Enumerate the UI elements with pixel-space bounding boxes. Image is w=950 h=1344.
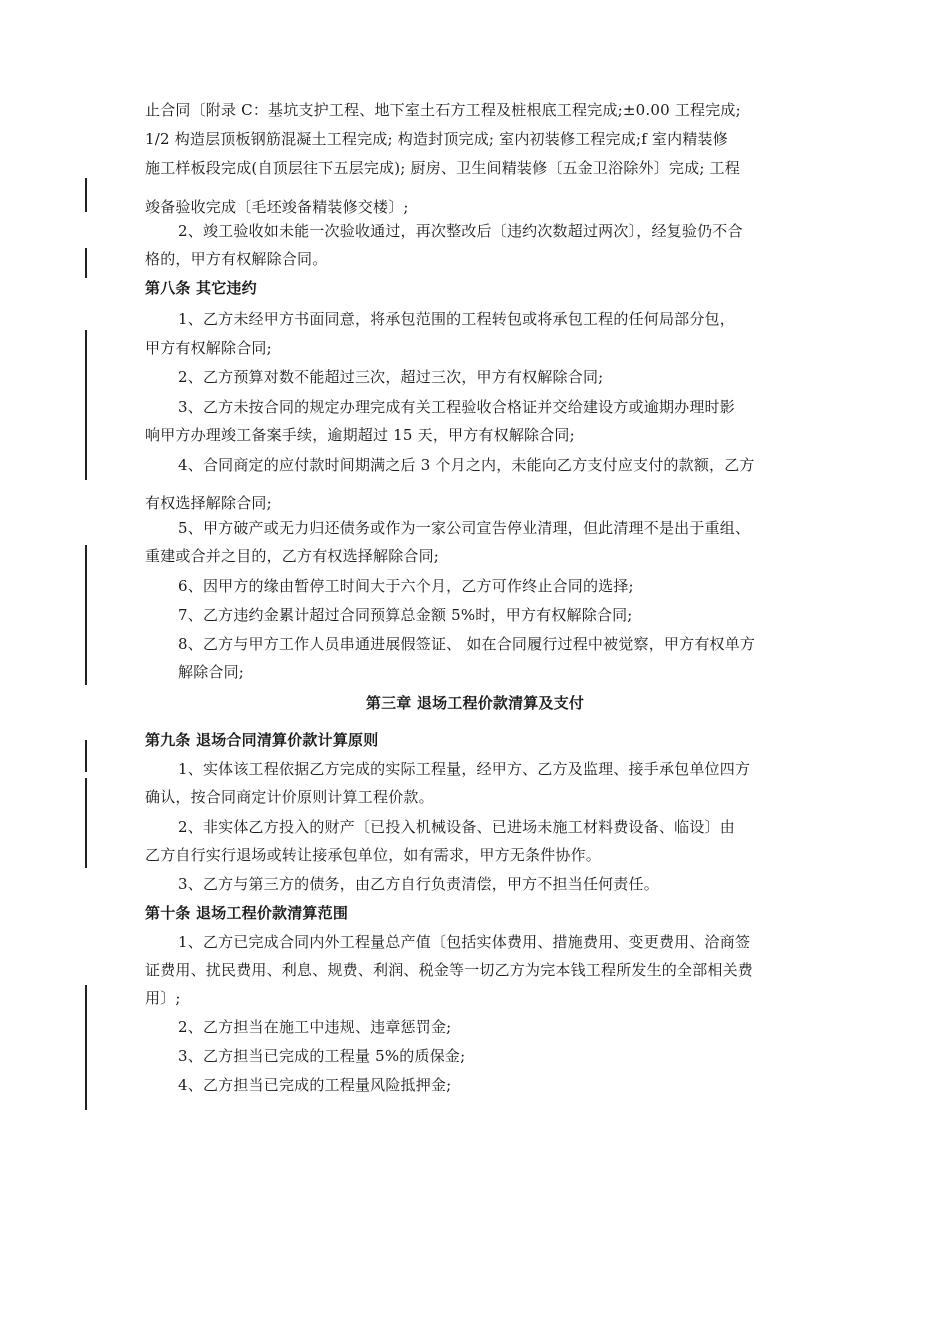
revision-bar (85, 330, 87, 480)
text-line: 1、乙方已完成合同内外工程量总产值〔包括实体费用、措施费用、变更费用、洽商签 (178, 933, 751, 951)
text-line: 3、乙方未按合同的规定办理完成有关工程验收合格证并交给建设方或逾期办理时影 (178, 398, 735, 416)
revision-bar (85, 545, 87, 685)
article-heading: 第九条 退场合同清算价款计算原则 (145, 731, 379, 749)
text-line: 6、因甲方的缘由暂停工时间大于六个月，乙方可作终止合同的选择; (178, 577, 634, 595)
text-line: 用〕; (145, 989, 181, 1007)
text-line: 解除合同; (178, 663, 245, 681)
text-line: 证费用、扰民费用、利息、规费、利润、税金等一切乙方为完本钱工程所发生的全部相关费 (145, 961, 754, 979)
text-line: 竣备验收完成〔毛坯竣备精装修交楼〕; (145, 198, 409, 216)
article-heading: 第八条 其它违约 (145, 279, 257, 297)
text-line: 乙方自行实行退场或转让接承包单位，如有需求，甲方无条件协作。 (145, 846, 602, 864)
text-line: 5、甲方破产或无力归还债务或作为一家公司宣告停业清理，但此清理不是出于重组、 (178, 519, 751, 537)
text-line: 2、非实体乙方投入的财产〔已投入机械设备、已进场未施工材料费设备、临设〕由 (178, 818, 735, 836)
revision-bar (85, 778, 87, 868)
text-line: 1、乙方未经甲方书面同意，将承包范围的工程转包或将承包工程的任何局部分包， (178, 310, 735, 328)
article-heading: 第十条 退场工程价款清算范围 (145, 904, 349, 922)
chapter-heading: 第三章 退场工程价款清算及支付 (365, 694, 585, 712)
text-line: 2、乙方担当在施工中违规、违章惩罚金; (178, 1018, 452, 1036)
text-line: 2、乙方预算对数不能超过三次，超过三次，甲方有权解除合同; (178, 368, 604, 386)
text-line: 3、乙方担当已完成的工程量 5%的质保金; (178, 1047, 466, 1065)
revision-bar (85, 248, 87, 278)
text-line: 止合同〔附录 C：基坑支护工程、地下室土石方工程及桩根底工程完成;±0.00 工程完成; (145, 101, 741, 119)
text-line: 确认，按合同商定计价原则计算工程价款。 (145, 788, 434, 806)
text-line: 1/2 构造层顶板钢筋混凝土工程完成; 构造封顶完成; 室内初装修工程完成;f 室内精装修 (145, 130, 728, 148)
revision-bar (85, 740, 87, 772)
text-line: 重建或合并之目的，乙方有权选择解除合同; (145, 547, 440, 565)
text-line: 有权选择解除合同; (145, 494, 272, 512)
revision-bar (85, 985, 87, 1110)
text-line: 甲方有权解除合同; (145, 339, 272, 357)
text-line: 格的，甲方有权解除合同。 (145, 250, 328, 268)
text-line: 4、乙方担当已完成的工程量风险抵押金; (178, 1076, 452, 1094)
text-line: 4、合同商定的应付款时间期满之后 3 个月之内，未能向乙方支付应支付的款额，乙方 (178, 456, 755, 474)
text-line: 1、实体该工程依据乙方完成的实际工程量，经甲方、乙方及监理、接手承包单位四方 (178, 760, 751, 778)
text-line: 8、乙方与甲方工作人员串通进展假签证、 如在合同履行过程中被觉察，甲方有权单方 (178, 635, 756, 653)
text-line: 7、乙方违约金累计超过合同预算总金额 5%时，甲方有权解除合同; (178, 606, 633, 624)
text-line: 3、乙方与第三方的债务，由乙方自行负责清偿，甲方不担当任何责任。 (178, 875, 659, 893)
revision-bar (85, 178, 87, 212)
text-line: 响甲方办理竣工备案手续，逾期超过 15 天，甲方有权解除合同; (145, 426, 575, 444)
text-line: 2、竣工验收如未能一次验收通过，再次整改后〔违约次数超过两次〕，经复验仍不合 (178, 222, 743, 240)
text-line: 施工样板段完成(自顶层往下五层完成); 厨房、卫生间精装修〔五金卫浴除外〕完成; 工程 (145, 159, 740, 177)
